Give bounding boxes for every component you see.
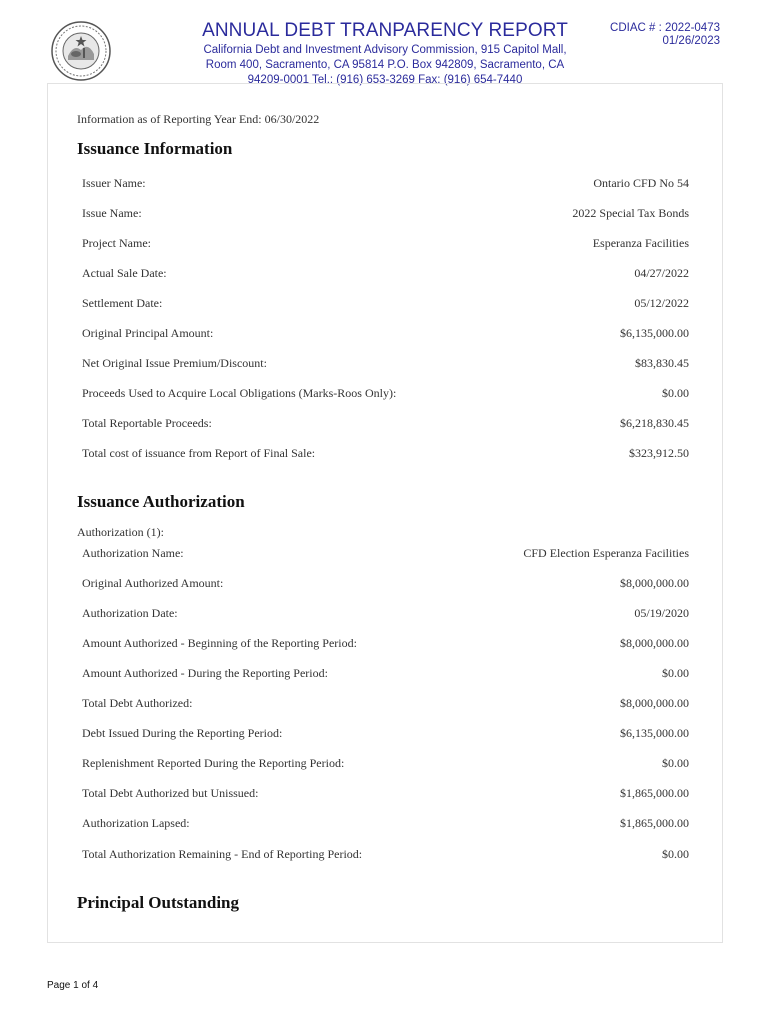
field-label: Amount Authorized - During the Reporting Period: <box>82 665 328 680</box>
info-as-of: Information as of Reporting Year End: 06/30/2022 <box>77 112 320 126</box>
field-row <box>82 356 689 372</box>
field-row <box>82 605 689 621</box>
field-label: Authorization Lapsed: <box>82 816 190 831</box>
field-value: $8,000,000.00 <box>620 575 689 590</box>
address-line-2: Room 400, Sacramento, CA 95814 P.O. Box 942809, Sacramento, CA <box>205 59 565 71</box>
field-label: Total Reportable Proceeds: <box>82 416 212 431</box>
field-value: $323,912.50 <box>629 446 689 461</box>
field-row <box>82 205 689 221</box>
field-row <box>82 846 689 862</box>
issuance-authorization-title: Issuance Authorization <box>77 492 245 511</box>
field-row <box>82 326 689 342</box>
field-row <box>82 756 689 772</box>
address-line-3: 94209-0001 Tel.: (916) 653-3269 Fax: (916) 654-7440 <box>247 74 523 86</box>
field-value: $6,135,000.00 <box>620 326 689 340</box>
field-label: Net Original Issue Premium/Discount: <box>82 356 267 371</box>
field-label: Total cost of issuance from Report of Final Sale: <box>82 446 316 461</box>
field-label: Total Authorization Remaining - End of Reporting Period: <box>82 846 363 861</box>
field-label: Replenishment Reported During the Reporting Period: <box>82 756 345 771</box>
field-row <box>82 175 689 191</box>
field-value: CFD Election Esperanza Facilities <box>523 545 689 560</box>
principal-outstanding-title: Principal Outstanding <box>77 893 240 912</box>
issuance-information-title: Issuance Information <box>77 139 233 158</box>
field-value: Ontario CFD No 54 <box>593 175 689 190</box>
field-label: Amount Authorized - Beginning of the Reporting Period: <box>82 635 357 650</box>
field-label: Original Principal Amount: <box>82 326 214 340</box>
report-title: ANNUAL DEBT TRANPARENCY REPORT <box>202 20 568 41</box>
field-value: $8,000,000.00 <box>620 635 689 650</box>
field-row <box>82 786 689 802</box>
field-value: 05/19/2020 <box>634 605 689 620</box>
field-value: $0.00 <box>662 665 689 680</box>
field-value: $0.00 <box>662 386 689 401</box>
field-label: Proceeds Used to Acquire Local Obligations (Marks-Roos Only): <box>82 386 397 401</box>
field-value: $83,830.45 <box>635 356 689 371</box>
field-value: $8,000,000.00 <box>620 696 689 710</box>
field-row <box>82 235 689 251</box>
field-value: $1,865,000.00 <box>620 816 689 831</box>
field-row <box>82 295 689 311</box>
field-value: $0.00 <box>662 756 689 771</box>
report-header <box>160 20 610 87</box>
field-value: $0.00 <box>662 846 689 861</box>
page-number: Page 1 of 4 <box>47 980 99 991</box>
field-value: 05/12/2022 <box>634 295 689 310</box>
authorization-sub-label: Authorization (1): <box>77 525 164 539</box>
field-row <box>82 575 689 591</box>
field-value: $1,865,000.00 <box>620 786 689 801</box>
field-value: 04/27/2022 <box>634 265 689 280</box>
field-label: Total Debt Authorized but Unissued: <box>82 786 259 801</box>
cdiac-number: CDIAC # : 2022-0473 <box>610 22 720 34</box>
field-row <box>82 265 689 281</box>
field-label: Authorization Name: <box>82 545 184 560</box>
field-value: 2022 Special Tax Bonds <box>572 205 689 220</box>
field-row <box>82 386 689 402</box>
field-label: Issuer Name: <box>82 175 146 190</box>
field-label: Original Authorized Amount: <box>82 575 224 590</box>
field-row <box>82 416 689 432</box>
address-line-1: California Debt and Investment Advisory Commission, 915 Capitol Mall, <box>203 44 567 56</box>
field-value: $6,218,830.45 <box>620 416 689 431</box>
field-row <box>82 635 689 651</box>
field-value: $6,135,000.00 <box>620 726 689 741</box>
field-row <box>82 726 689 742</box>
field-row <box>82 696 689 712</box>
cdiac-block <box>610 22 720 48</box>
field-row <box>82 446 689 462</box>
field-row <box>82 816 689 832</box>
field-label: Debt Issued During the Reporting Period: <box>82 726 283 741</box>
field-label: Authorization Date: <box>82 605 178 620</box>
field-label: Actual Sale Date: <box>82 265 167 280</box>
state-seal-icon <box>50 20 112 82</box>
field-row <box>82 545 689 561</box>
field-row <box>82 665 689 681</box>
field-label: Total Debt Authorized: <box>82 696 193 710</box>
field-label: Settlement Date: <box>82 295 163 310</box>
field-value: Esperanza Facilities <box>592 235 689 250</box>
field-label: Issue Name: <box>82 205 142 220</box>
field-label: Project Name: <box>82 235 151 250</box>
report-date: 01/26/2023 <box>662 35 720 47</box>
